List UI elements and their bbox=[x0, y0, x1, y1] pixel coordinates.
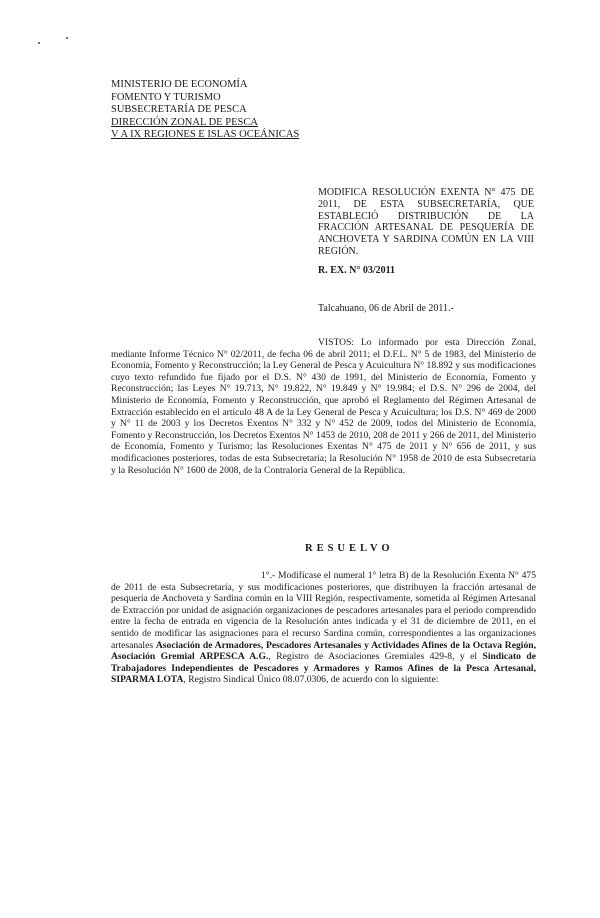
article-1-ending: , Registro Sindical Único 08.07.0306, de acuerdo con lo siguiente: bbox=[183, 674, 439, 686]
resuelvo-heading: RESUELVO bbox=[305, 543, 394, 554]
article-1-intro: 1°.- Modifícase el numeral 1° letra B) de la Resolución Exenta N° 475 de 2011 de esta Subsecretaría, y sus modificaciones posteriores, que distribuyen la fracción artesanal de pesquería de Anchoveta y Sardina común en la VIII Región, respectivamente, sometida al Régimen Artesanal de Extracción por unidad de asignación organizaciones de pescadores artesanales para el período comprendido entre la fecha de entrada en vigencia de la Resolución antes indicada y el 31 de diciembre de 2011, en el sentido de modificar las asignaciones para el recurso Sardina común, correspondientes a las organizaciones artesanales bbox=[111, 570, 536, 651]
header-line: MINISTERIO DE ECONOMÍA bbox=[111, 79, 248, 90]
article-1-registry: , Registro de Asociaciones Gremiales 429-8, y el bbox=[268, 651, 478, 663]
resolution-number: R. EX. N° 03/2011 bbox=[318, 265, 396, 276]
vistos-paragraph: VISTOS: Lo informado por esta Dirección Zonal, mediante Informe Técnico N° 02/2011, de fecha 06 de abril 2011; el D.F.L. N° 5 de 1983, del Ministerio de Economía, Fomento y Reconstrucción; la Ley General de Pesca y Acuicultura N° 18.892 y sus modificaciones cuyo texto refundido fue fijado por el D.S. N° 430 de 1991, del Ministerio de Economía, Fomento y Reconstrucción; las Leyes N° 19.713, N° 19.822, N° 19.849 y N° 19.984; el D.S. N° 296 de 2004, del Ministerio de Economía, Fomento y Reconstrucción, que aprobó el Reglamento del Régimen Artesanal de Extracción establecido en el artículo 48 A de la Ley General de Pesca y Acuicultura; los D.S. N° 469 de 2000 y N° 11 de 2003 y los Decretos Exentos N° 332 y N° 452 de 2009, todos del Ministerio de Economía, Fomento y Reconstrucción, los Decretos Exentos N° 1453 de 2010, 208 de 2011 y 266 de 2011, del Ministerio de Economía, Fomento y Turismo; las Resoluciones Exentas N° 475 de 2011 y N° 656 de 2011, y sus modificaciones posteriores, todas de esta Subsecretaría; la Resolución N° 1958 de 2010 de esta Subsecretaría y la Resolución N° 1600 de 2008, de la Contraloría General de la República. bbox=[111, 337, 536, 476]
reference-summary: MODIFICA RESOLUCIÓN EXENTA N° 475 DE 2011, DE ESTA SUBSECRETARÍA, QUE ESTABLECIÓ DISTRIBUCIÓN DE LA FRACCIÓN ARTESANAL DE PESQUERÍA DE ANCHOVETA Y SARDINA COMÚN EN LA VIII REGIÓN. bbox=[318, 187, 534, 257]
ministry-header bbox=[111, 79, 299, 142]
header-line-underlined: DIRECCIÓN ZONAL DE PESCA bbox=[111, 116, 258, 128]
header-line: FOMENTO Y TURISMO bbox=[111, 91, 221, 103]
header-line: SUBSECRETARÍA DE PESCA bbox=[111, 104, 247, 115]
place-date: Talcahuano, 06 de Abril de 2011.- bbox=[318, 303, 454, 314]
scan-speck bbox=[38, 42, 40, 44]
scan-speck bbox=[66, 37, 68, 39]
organization-arpesca: Asociación de Armadores, Pescadores Artesanales y Actividades Afines de la Octava Región, Asociación Gremial ARPESCA A.G. bbox=[111, 639, 536, 663]
header-line-underlined: V A IX REGIONES E ISLAS OCEÁNICAS bbox=[111, 129, 300, 140]
organization-siparma: Sindicato de Trabajadores Independientes de Pescadores y Armadores y Ramos Afines de la Pesca Artesanal, SIPARMA LOTA bbox=[111, 651, 536, 686]
article-1-paragraph bbox=[111, 570, 536, 686]
